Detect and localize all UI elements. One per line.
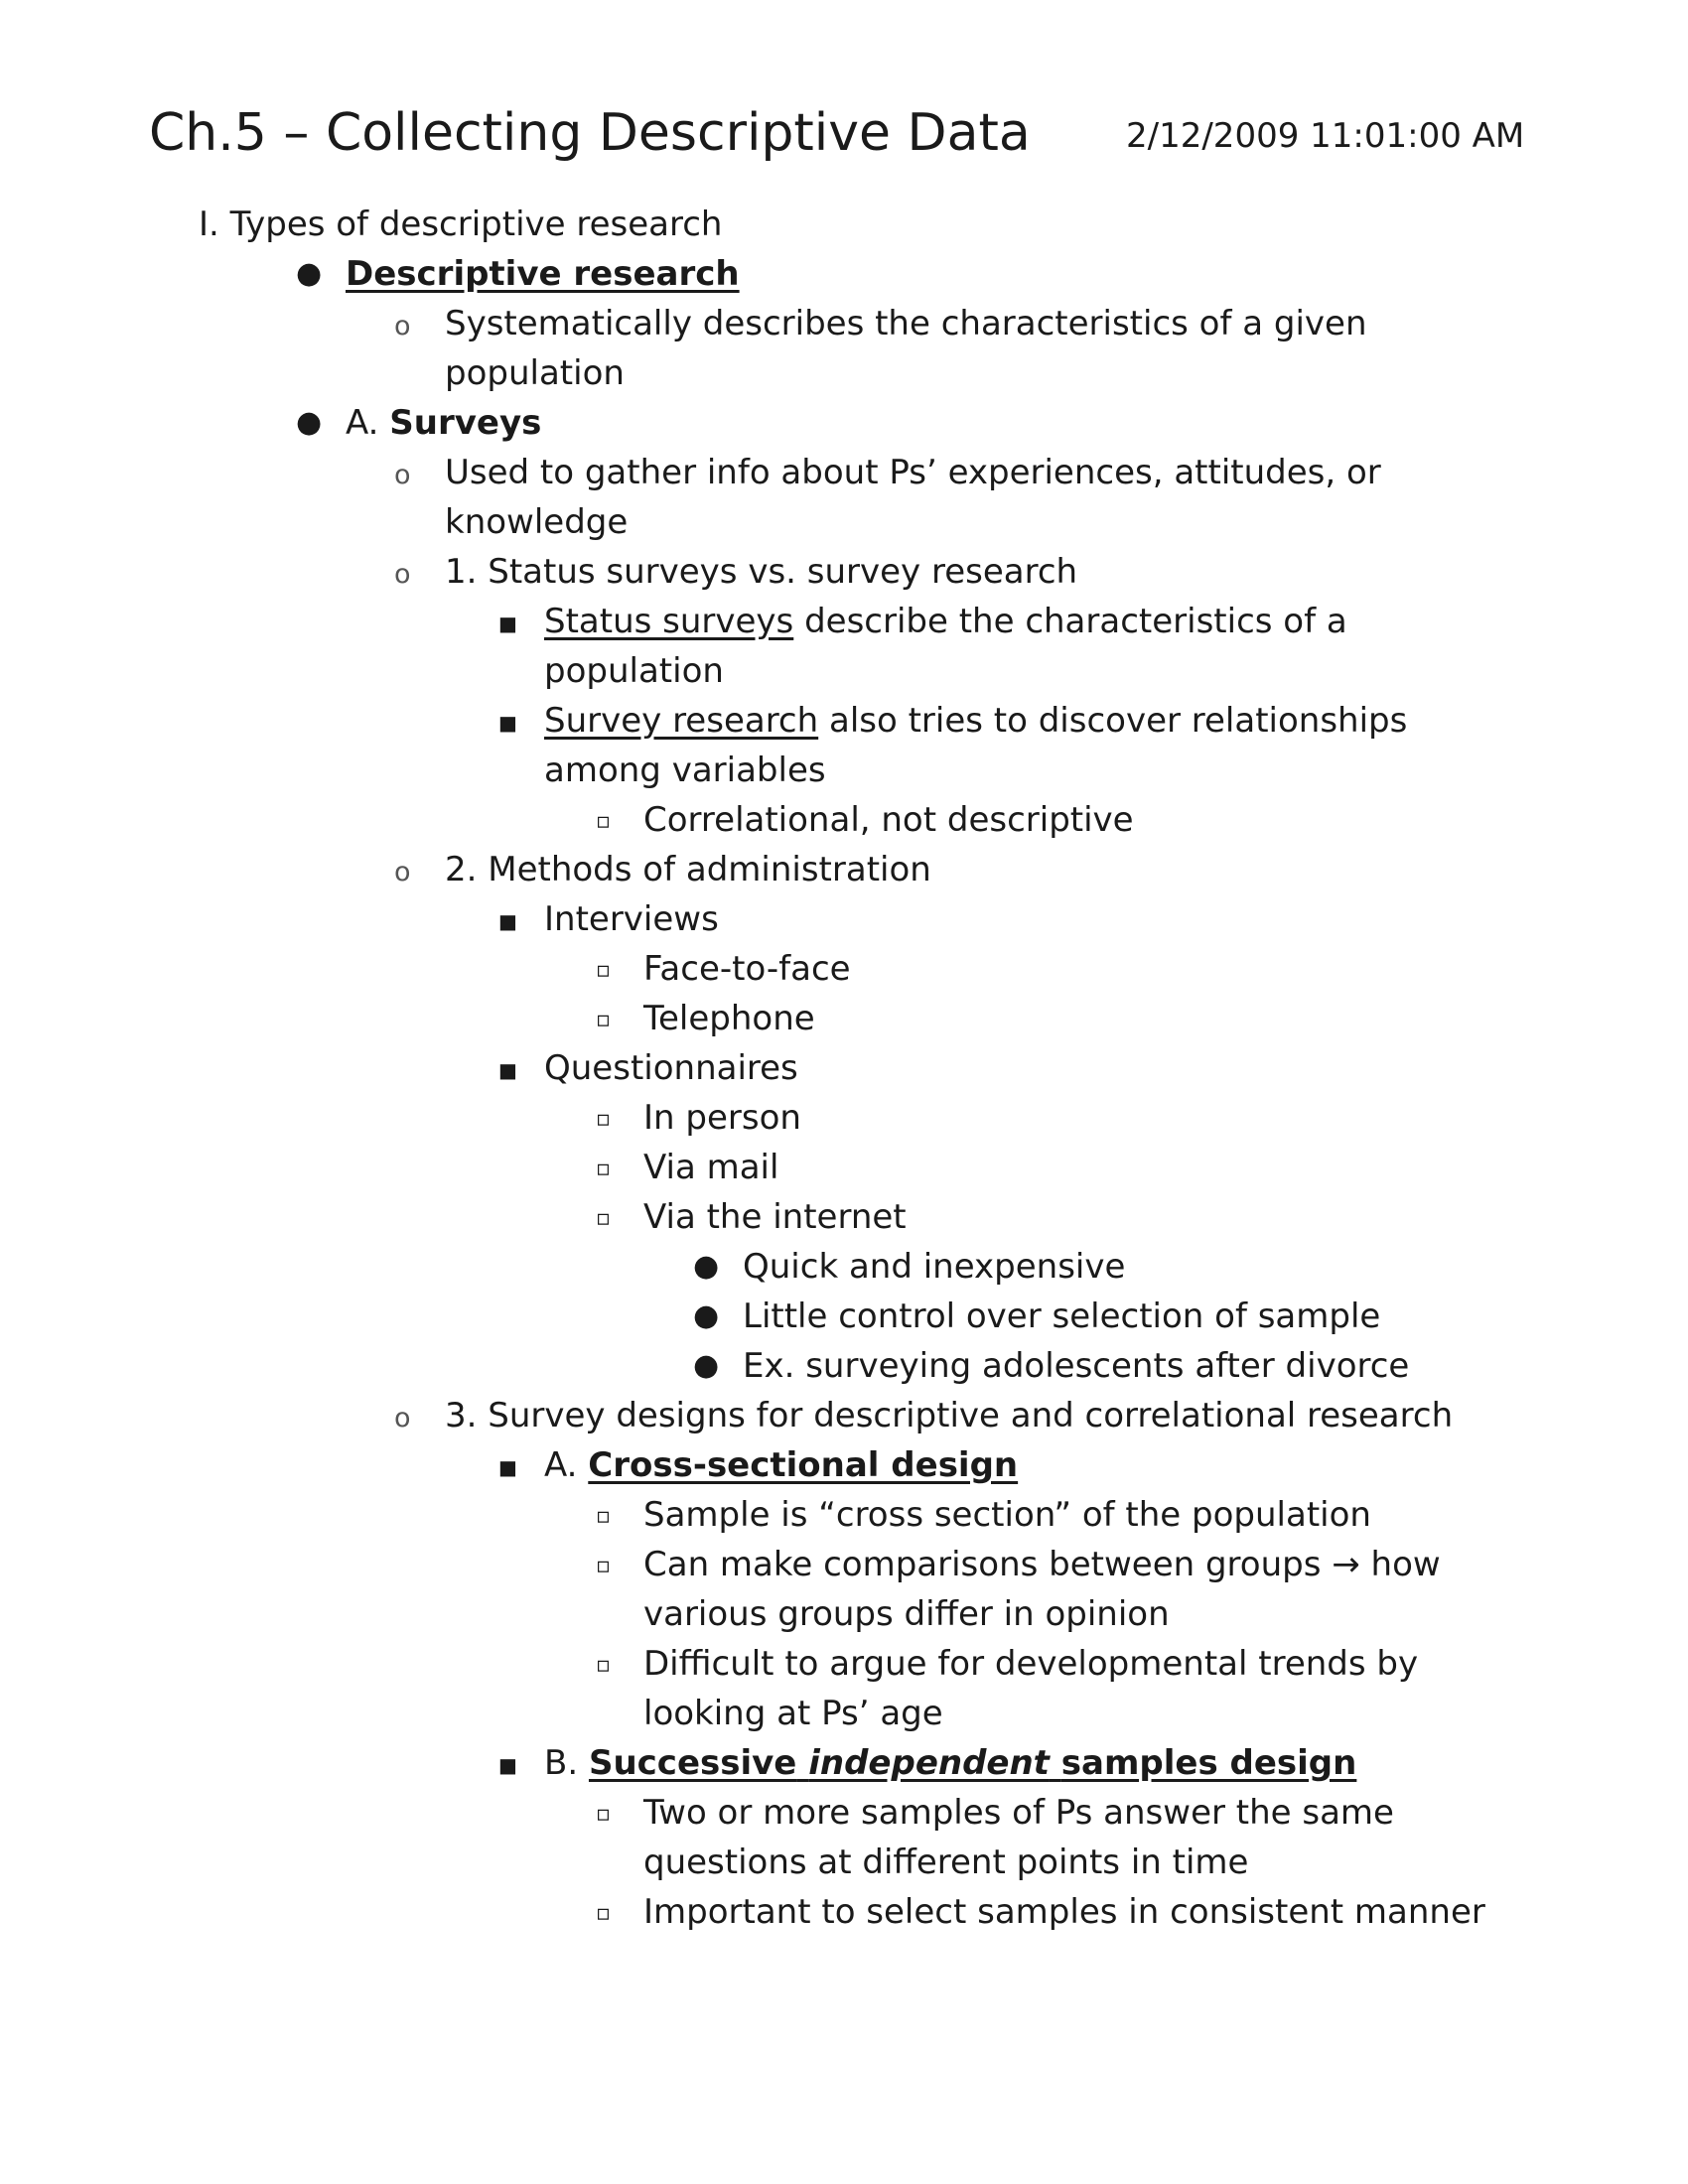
text: also tries to discover relationships: [818, 701, 1408, 741]
section-heading: I. Types of descriptive research: [199, 205, 723, 244]
list-item: Two or more samples of Ps answer the same: [643, 1793, 1394, 1833]
list-item-continued: various groups differ in opinion: [643, 1594, 1170, 1634]
list-item: Quick and inexpensive: [743, 1247, 1126, 1287]
open-square-bullet: ▫: [596, 1157, 611, 1181]
list-item: [346, 250, 740, 298]
disc-bullet: ●: [296, 256, 323, 291]
list-item: Telephone: [643, 999, 815, 1038]
list-item: Little control over selection of sample: [743, 1297, 1381, 1336]
list-item: [544, 697, 1407, 745]
list-item: Face-to-face: [643, 949, 851, 989]
list-item: [544, 598, 1347, 645]
term-part: samples design: [1060, 1743, 1357, 1783]
text: describe the characteristics of a: [793, 602, 1347, 641]
list-item: 2. Methods of administration: [445, 850, 931, 889]
timestamp: 2/12/2009 11:01:00 AM: [1126, 116, 1525, 156]
open-square-bullet: ▫: [596, 1504, 611, 1529]
open-square-bullet: ▫: [596, 809, 611, 834]
term: Status surveys: [544, 602, 794, 641]
list-item-continued: population: [544, 651, 724, 691]
list-item: Via the internet: [643, 1197, 907, 1237]
list-item: Can make comparisons between groups → how: [643, 1545, 1441, 1584]
list-item: [544, 1739, 1356, 1787]
square-bullet: ■: [498, 1058, 517, 1082]
list-item: Used to gather info about Ps’ experiences, attitudes, or: [445, 453, 1381, 492]
circle-bullet: o: [394, 857, 411, 887]
list-item: Questionnaires: [544, 1048, 798, 1088]
square-bullet: ■: [498, 612, 517, 635]
square-bullet: ■: [498, 711, 517, 735]
term-emphasis: independent: [808, 1743, 1050, 1783]
open-square-bullet: ▫: [596, 1554, 611, 1578]
list-item: [346, 399, 541, 447]
square-bullet: ■: [498, 909, 517, 933]
item-prefix: A.: [346, 403, 379, 443]
list-item: In person: [643, 1098, 801, 1138]
list-item-continued: among variables: [544, 751, 826, 790]
term: Cross-sectional design: [588, 1445, 1019, 1485]
list-item-continued: questions at different points in time: [643, 1843, 1249, 1882]
term: [589, 1743, 1356, 1783]
term: Survey research: [544, 701, 819, 741]
list-item: [544, 1441, 1018, 1489]
disc-bullet: ●: [296, 405, 323, 440]
open-square-bullet: ▫: [596, 1901, 611, 1926]
circle-bullet: o: [394, 559, 411, 590]
list-item: Sample is “cross section” of the population: [643, 1495, 1371, 1535]
open-square-bullet: ▫: [596, 1206, 611, 1231]
list-item: Important to select samples in consistent manner: [643, 1892, 1485, 1932]
term-part: Successive: [588, 1743, 797, 1783]
list-item: Interviews: [544, 899, 719, 939]
list-item-continued: looking at Ps’ age: [643, 1694, 943, 1733]
circle-bullet: o: [394, 311, 411, 341]
square-bullet: ■: [498, 1753, 517, 1777]
disc-bullet: ●: [693, 1249, 720, 1284]
circle-bullet: o: [394, 1403, 411, 1433]
list-item: 1. Status surveys vs. survey research: [445, 552, 1078, 592]
list-item: Ex. surveying adolescents after divorce: [743, 1346, 1410, 1386]
circle-bullet: o: [394, 460, 411, 490]
open-square-bullet: ▫: [596, 1107, 611, 1132]
list-item: Via mail: [643, 1148, 779, 1187]
open-square-bullet: ▫: [596, 1802, 611, 1827]
disc-bullet: ●: [693, 1348, 720, 1383]
open-square-bullet: ▫: [596, 958, 611, 983]
term: Surveys: [389, 403, 542, 443]
list-item-continued: population: [445, 353, 625, 393]
open-square-bullet: ▫: [596, 1653, 611, 1678]
list-item: Difficult to argue for developmental trends by: [643, 1644, 1419, 1684]
open-square-bullet: ▫: [596, 1008, 611, 1032]
item-prefix: B.: [544, 1743, 579, 1783]
term: Descriptive research: [346, 254, 740, 294]
list-item: 3. Survey designs for descriptive and correlational research: [445, 1396, 1454, 1435]
list-item: Correlational, not descriptive: [643, 800, 1134, 840]
item-prefix: A.: [544, 1445, 578, 1485]
list-item-continued: knowledge: [445, 502, 629, 542]
page-title: Ch.5 – Collecting Descriptive Data: [149, 103, 1031, 163]
disc-bullet: ●: [693, 1298, 720, 1333]
list-item: Systematically describes the characteristics of a given: [445, 304, 1367, 343]
square-bullet: ■: [498, 1455, 517, 1479]
